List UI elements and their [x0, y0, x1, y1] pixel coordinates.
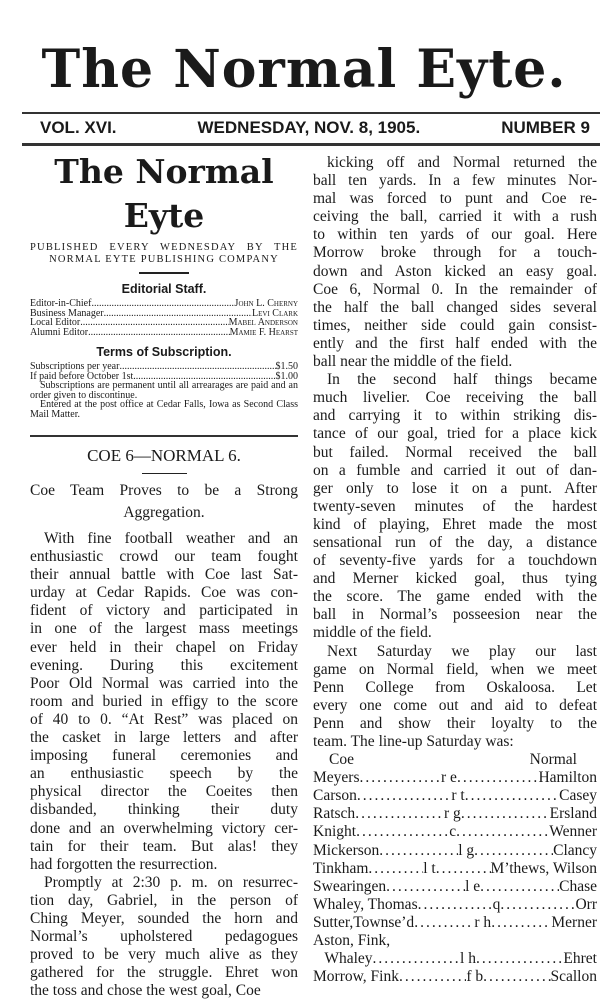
article-body-left — [30, 530, 298, 1000]
lineup-coe-player: Tinkham — [313, 859, 369, 877]
text-line: Morrow broke through for a touch- — [313, 244, 597, 262]
terms-row-label: If paid before October 1st — [30, 370, 134, 382]
text-line: ball near the middle of the field. — [313, 353, 513, 371]
lineup-row — [313, 932, 597, 950]
text-line: Ching Meyer, sounded the horn and — [30, 909, 298, 927]
dot-leader — [88, 328, 230, 338]
lineup-coe-player: Whaley — [313, 950, 373, 968]
postal-note: Entered at the post office at Cedar Falls, Iowa as Second Class Mail Matter. — [30, 399, 298, 420]
text-line: In the second half things became — [327, 371, 597, 389]
text-line: mal was forced to punt and Coe re- — [313, 190, 597, 208]
staff-row-label: Business Manager — [30, 307, 104, 319]
text-line: kicking off and Normal returned the — [327, 154, 597, 171]
lineup-row — [313, 787, 597, 805]
dot-leader — [91, 299, 234, 309]
text-line: Next Saturday we play our last — [327, 642, 597, 660]
text-line: Coe 6, Normal 0. In the remainder of — [313, 280, 597, 298]
dot-leader — [418, 896, 493, 914]
text-line: every one come out and aid to defeat — [313, 696, 597, 714]
lineup-header — [313, 751, 597, 769]
staff-heading: Editorial Staff. — [121, 282, 207, 296]
lineup-normal-player: Hamilton — [538, 769, 598, 787]
paragraph — [313, 371, 597, 642]
text-line: twenty-seven minutes of the hardest — [313, 497, 597, 515]
dot-leader — [357, 787, 451, 805]
published-line: PUBLISHED EVERY WEDNESDAY BY THE — [30, 242, 298, 253]
dot-leader — [414, 914, 474, 932]
dot-leader — [500, 896, 575, 914]
dot-leader — [476, 950, 563, 968]
lineup-coe-player: Sutter,Townse’d — [313, 913, 415, 931]
lineup-coe-player: Morrow, Fink — [313, 968, 399, 986]
staff-row-label: Editor-in-Chief — [30, 298, 92, 309]
lineup-normal-player: M’thews, Wilson — [490, 859, 597, 877]
lineup-normal-player: Wenner — [549, 823, 598, 841]
lineup-coe-player: Knight — [313, 823, 357, 841]
text-line: times, neither side could gain consist- — [313, 316, 597, 334]
lineup-table — [313, 769, 597, 986]
lineup-normal-player: Orr — [575, 895, 598, 913]
terms-heading: Terms of Subscription. — [96, 345, 232, 359]
dot-leader — [399, 968, 466, 986]
article-body-right — [313, 154, 597, 751]
text-line: Promptly at 2:30 p. m. on resurrec- — [44, 873, 298, 891]
text-line: ger only to lose it on a punt. After — [313, 479, 597, 497]
dot-leader — [80, 318, 228, 328]
dot-leader — [355, 805, 444, 823]
lineup-row — [313, 769, 597, 787]
text-line: in one of the largest mass meetings — [30, 620, 298, 638]
text-line: middle of the field. — [313, 624, 432, 642]
text-line: done and an overwhelming victory cer- — [30, 819, 298, 837]
lineup-coe-player: Meyers — [313, 769, 360, 787]
lineup-coe-player: Aston, Fink, — [313, 932, 391, 950]
dot-leader — [465, 787, 559, 805]
text-line: room and buried in effigy to the score — [30, 692, 298, 710]
lineup-row — [313, 860, 597, 878]
text-line: sensational run of the day, a distance — [313, 533, 597, 551]
text-line: team. The line-up Saturday was: — [313, 733, 514, 750]
divider — [142, 473, 187, 474]
text-line: fident of victory and participated in — [30, 602, 298, 620]
lineup-row — [313, 968, 597, 986]
text-line: tain for their team. But alas! they — [30, 837, 298, 855]
lineup-position: c — [449, 823, 457, 841]
lineup-position: q — [492, 895, 501, 913]
lineup-position: l h — [460, 950, 476, 968]
lineup-normal-player: Casey — [559, 787, 597, 805]
text-line: enthusiastic crowd our team fought — [30, 548, 298, 566]
text-line: ently and the first half ended with the — [313, 334, 597, 352]
dot-leader — [461, 805, 550, 823]
staff-list — [30, 299, 298, 337]
text-line: to within ten yards of our goal. Here — [313, 226, 597, 244]
text-line: Normal’s upholstered pedagogues — [30, 928, 298, 946]
dot-leader — [474, 842, 553, 860]
lineup-row — [313, 896, 597, 914]
dot-leader — [480, 878, 559, 896]
text-line: the casket in large letters and after — [30, 729, 298, 747]
staff-row-value: Levi Clark — [252, 307, 298, 319]
lineup-coe-player: Mickerson — [313, 841, 380, 859]
dot-leader — [119, 362, 275, 372]
text-line: gathered for the struggle. Ehret won — [30, 964, 298, 982]
volume: VOL. XVI. — [40, 118, 117, 137]
divider — [30, 435, 298, 437]
text-line: an enthusiastic speech by the — [30, 765, 298, 783]
lineup-position: r h — [474, 913, 492, 931]
paragraph — [313, 643, 597, 752]
staff-row-value: John L. Cherny — [234, 298, 298, 309]
lineup-row — [313, 878, 597, 896]
lineup-row — [313, 823, 597, 841]
dot-leader — [379, 842, 458, 860]
lineup-normal-player: Scallon — [550, 968, 597, 986]
lineup-row — [313, 842, 597, 860]
info-box-title: The Normal Eyte — [54, 152, 274, 235]
lineup-normal-header: Normal — [529, 751, 577, 769]
divider — [22, 143, 600, 146]
staff-row-label: Alumni Editor — [30, 326, 89, 338]
text-line: evening. During this excitement — [30, 656, 298, 674]
text-line: had forgotten the resurrection. — [30, 855, 218, 873]
divider — [22, 112, 600, 114]
text-line: disbanded, thinking their duty — [30, 801, 298, 819]
text-line: and Merner kicked goal, thus tying — [313, 570, 597, 588]
text-line: proved to be very much alive as they — [30, 946, 298, 964]
lineup-position: l e — [465, 877, 481, 895]
text-line: their annual battle with Coe last Sat- — [30, 566, 298, 584]
lineup-normal-player: Chase — [559, 877, 597, 895]
text-line: With fine football weather and an — [44, 530, 298, 547]
text-line: of seventy-five yards for a touchdown — [313, 552, 597, 570]
text-line: tion day, Gabriel, in the person of — [30, 891, 298, 909]
text-line: tance of our goal, tried for a place kick — [313, 425, 597, 443]
dot-leader — [360, 769, 442, 787]
lineup-position: r g — [444, 805, 461, 823]
right-column — [313, 154, 597, 986]
dot-leader — [457, 769, 539, 787]
lineup-normal-player: Ehret — [563, 950, 597, 968]
paragraph — [30, 530, 298, 874]
terms-row-label: Subscriptions per year — [30, 361, 120, 372]
published-line: NORMAL EYTE PUBLISHING COMPANY — [49, 254, 279, 265]
staff-row-value: Mamie F. Hearst — [229, 326, 298, 338]
lineup-coe-player: Swearingen — [313, 877, 387, 895]
dot-leader — [436, 860, 491, 878]
paragraph — [30, 874, 298, 1000]
text-line: the half the ball changed sides several — [313, 298, 597, 316]
text-line: but failed. Normal received the ball — [313, 443, 597, 461]
text-line: and carrying it to within striking dis- — [313, 407, 597, 425]
text-line: ball ten yards. In a few minutes Nor- — [313, 172, 597, 190]
lineup-row — [313, 805, 597, 823]
lineup-coe-player: Carson — [313, 787, 357, 805]
text-line: the toss and chose the west goal, Coe — [30, 982, 261, 1000]
lineup-position: r t — [451, 787, 465, 805]
text-line: Penn and show their loyalty to the — [313, 714, 597, 732]
text-line: urday at Cedar Rapids. Coe was con- — [30, 584, 298, 602]
text-line: ball in Normal’s posseesion near the — [313, 606, 597, 624]
lineup-position: r e — [441, 769, 457, 787]
text-line: down and Aston kicked an easy goal. — [313, 262, 597, 280]
text-line: the score. The game ended with the — [313, 588, 597, 606]
text-line: Poor Old Normal was carried into the — [30, 674, 298, 692]
text-line: of 40 to 0. “At Rest” was placed on — [30, 710, 298, 728]
article-subhead: Aggregation. — [123, 504, 205, 521]
issue-header — [40, 118, 590, 138]
terms-list — [30, 362, 298, 381]
article-headline: COE 6—NORMAL 6. — [87, 446, 241, 465]
lineup-row — [313, 914, 597, 932]
text-line: ceiving the ball, carried it with a rush — [313, 208, 597, 226]
terms-row-value: $1.50 — [275, 361, 298, 372]
lineup-coe-header: Coe — [329, 751, 354, 769]
text-line: on a fumble and carried it out of dan- — [313, 461, 597, 479]
dot-leader — [483, 968, 550, 986]
staff-row-label: Local Editor — [30, 317, 81, 328]
staff-row — [30, 328, 298, 338]
issue-number: NUMBER 9 — [501, 118, 590, 137]
dot-leader — [456, 823, 549, 841]
dot-leader — [373, 950, 460, 968]
terms-row-value: $1.00 — [275, 370, 298, 382]
text-line: ever held in their chapel on Friday — [30, 638, 298, 656]
dot-leader — [356, 823, 449, 841]
paragraph — [313, 154, 597, 371]
lineup-position: f b — [466, 968, 484, 986]
dot-leader — [491, 914, 551, 932]
text-line: game on Normal field, when we meet — [313, 660, 597, 678]
text-line: kind of playing, Ehret made the most — [313, 515, 597, 533]
lineup-row — [313, 950, 597, 968]
text-line: physical director the Coeites then — [30, 783, 298, 801]
subscription-note: Subscriptions are permanent until all arrearages are paid and an order given to discontinue. — [30, 380, 298, 401]
newspaper-title: The Normal Eyte. — [41, 39, 567, 100]
staff-row-value: Mabel Anderson — [228, 317, 298, 328]
article-subhead: Coe Team Proves to be a Strong — [30, 482, 298, 499]
lineup-coe-player: Ratsch — [313, 805, 356, 823]
lineup-coe-player: Whaley, Thomas — [313, 895, 418, 913]
dot-leader — [368, 860, 423, 878]
text-line: imposing funeral ceremonies and — [30, 747, 298, 765]
lineup-position: l t — [423, 859, 436, 877]
lineup-position: l g — [458, 841, 475, 859]
lineup-normal-player: Merner — [551, 913, 598, 931]
lineup-normal-player: Ersland — [549, 805, 597, 823]
dot-leader — [386, 878, 465, 896]
divider — [139, 272, 189, 274]
lineup-normal-player: Clancy — [553, 841, 598, 859]
text-line: Penn College from Oskaloosa. Let — [313, 678, 597, 696]
issue-date: WEDNESDAY, NOV. 8, 1905. — [197, 118, 421, 137]
left-column — [30, 150, 298, 1000]
text-line: much livelier. Coe receiving the ball — [313, 389, 597, 407]
